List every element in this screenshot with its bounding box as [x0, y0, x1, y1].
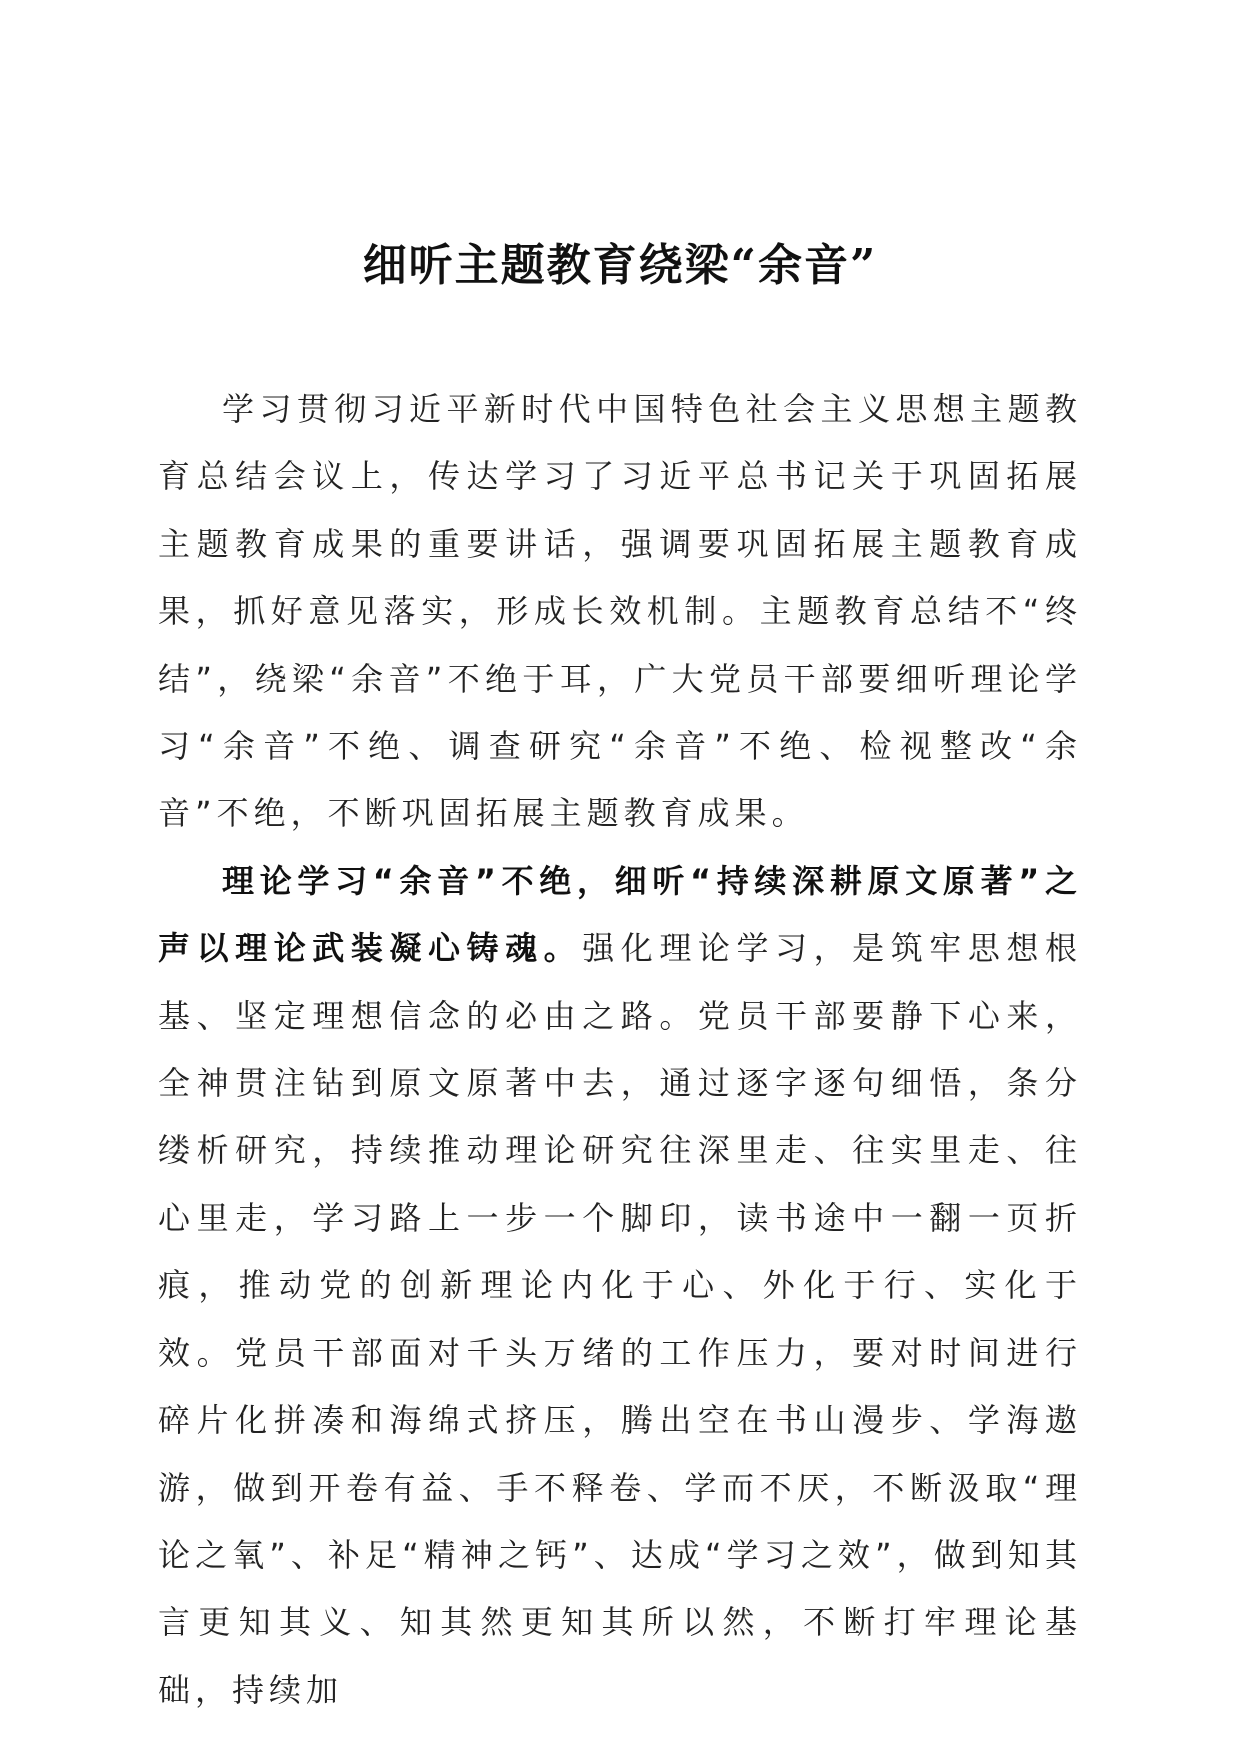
- paragraph-text: 强化理论学习，是筑牢思想根基、坚定理想信念的必由之路。党员干部要静下心来，全神贯注钻到原文原著中去，通过逐字逐句细悟，条分缕析研究，持续推动理论研究往深里走、往实里走、往心里走，学习路上一步一个脚印，读书途中一翻一页折痕，推动党的创新理论内化于心、外化于行、实化于效。党员干部面对千头万绪的工作压力，要对时间进行碎片化拼凑和海绵式挤压，腾出空在书山漫步、学海遨游，做到开卷有益、手不释卷、学而不厌，不断汲取“理论之氧”、补足“精神之钙”、达成“学习之效”，做到知其言更知其义、知其然更知其所以然，不断打牢理论基础，持续加: [158, 929, 1082, 1709]
- document-body: [158, 376, 1082, 1724]
- paragraph-text: 学习贯彻习近平新时代中国特色社会主义思想主题教育总结会议上，传达学习了习近平总书记关于巩固拓展主题教育成果的重要讲话，强调要巩固拓展主题教育成果，抓好意见落实，形成长效机制。主题教育总结不“终结”，绕梁“余音”不绝于耳，广大党员干部要细听理论学习“余音”不绝、调查研究“余音”不绝、检视整改“余音”不绝，不断巩固拓展主题教育成果。: [158, 390, 1082, 833]
- document-title: 细听主题教育绕梁“余音”: [362, 240, 878, 291]
- paragraph-intro: [158, 376, 1082, 848]
- paragraph-theory-study: [158, 848, 1082, 1724]
- paragraph-lead: 理论学习“余音”不绝，细听“持续深耕原文原著”之声以理论武装凝心铸魂。: [158, 861, 1082, 968]
